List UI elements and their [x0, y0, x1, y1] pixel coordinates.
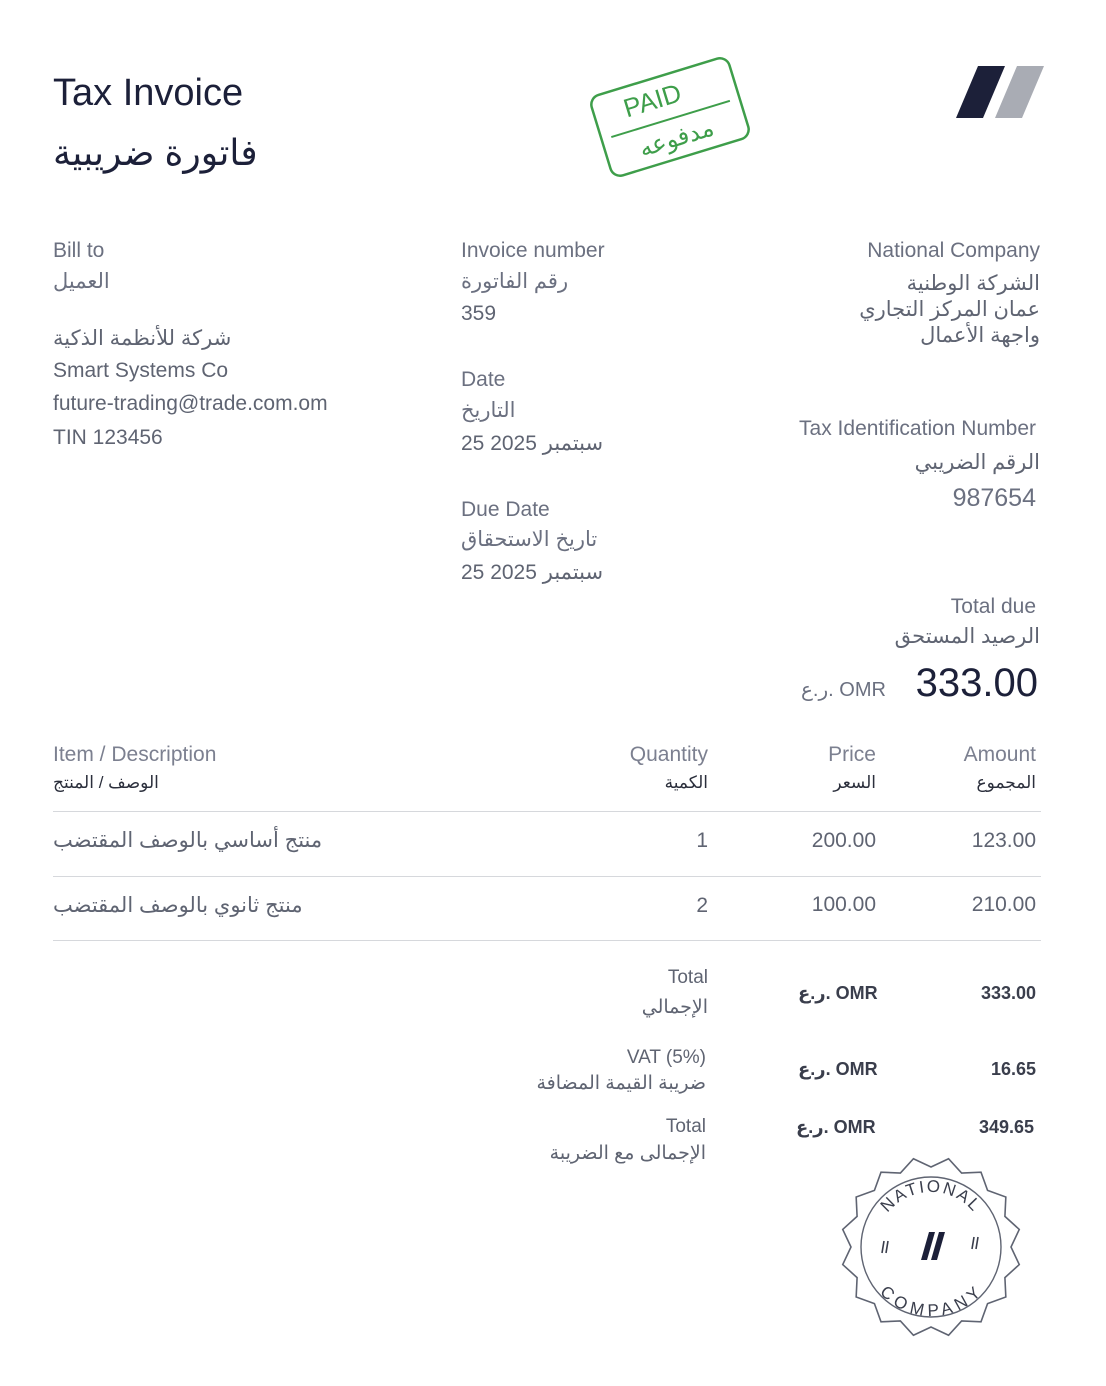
th-price-en: Price	[828, 743, 876, 766]
tin-label-en: Tax Identification Number	[799, 417, 1036, 440]
invoice-number: 359	[461, 302, 497, 325]
invoice-number-label-ar: رقم الفاتورة	[461, 270, 569, 293]
date-label-ar: التاريخ	[461, 399, 516, 422]
total-due-amount: 333.00	[915, 661, 1038, 705]
seller-name-en: National Company	[867, 239, 1040, 262]
summary-grand-total-currency: ر.ع. OMR	[796, 1117, 876, 1137]
total-due-currency: ر.ع. OMR	[801, 679, 886, 701]
invoice-date: 25 سبتمبر 2025	[461, 432, 604, 455]
paid-stamp	[588, 48, 752, 186]
th-description-ar: الوصف / المنتج	[53, 773, 159, 792]
bill-to-name-ar: شركة للأنظمة الذكية	[53, 327, 232, 350]
th-amount-en: Amount	[963, 743, 1036, 766]
summary-vat-value: 16.65	[990, 1059, 1036, 1079]
row2-price: 100.00	[811, 893, 876, 916]
title-ar: فاتورة ضريبية	[53, 132, 258, 173]
seller-address-line1: عمان المركز التجاري	[859, 298, 1040, 321]
th-quantity-ar: الكمية	[664, 773, 708, 792]
due-date-label-ar: تاريخ الاستحقاق	[461, 528, 598, 551]
bill-to-label-ar: العميل	[53, 270, 110, 293]
summary-vat-label-en: VAT (5%)	[626, 1047, 706, 1068]
row1-amount: 123.00	[971, 829, 1036, 852]
company-seal-icon	[836, 1152, 1026, 1342]
summary-grand-total-label-ar: الإجمالى مع الضريبة	[549, 1143, 706, 1164]
summary-grand-total-value: 349.65	[978, 1117, 1034, 1137]
invoice-number-label-en: Invoice number	[461, 239, 605, 262]
row1-description: منتج أساسي بالوصف المقتضب	[53, 829, 323, 852]
th-description-en: Item / Description	[53, 743, 217, 766]
seller-address-line2: واجهة الأعمال	[920, 324, 1040, 347]
summary-vat-currency: ر.ع. OMR	[798, 1059, 878, 1079]
bill-to-label-en: Bill to	[53, 239, 105, 262]
due-date: 25 سبتمبر 2025	[461, 561, 604, 584]
total-due-label-ar: الرصيد المستحق	[894, 625, 1040, 648]
row2-quantity: 2	[696, 894, 708, 917]
bill-to-email: future-trading@trade.com.om	[53, 392, 328, 415]
seal-center-slash-icon	[921, 1232, 945, 1260]
bill-to-name-en: Smart Systems Co	[53, 359, 229, 382]
table-header-divider	[53, 811, 1041, 812]
row2-description: منتج ثانوي بالوصف المقتضب	[53, 894, 303, 917]
title-en: Tax Invoice	[53, 72, 244, 114]
table-row-divider	[53, 876, 1041, 877]
summary-total-label-ar: الإجمالي	[641, 997, 708, 1018]
summary-grand-total-label-en: Total	[665, 1116, 706, 1137]
table-bottom-divider	[53, 940, 1041, 941]
due-date-label-en: Due Date	[461, 498, 550, 521]
summary-total-value: 333.00	[980, 983, 1036, 1003]
paid-stamp-en: PAID	[619, 77, 685, 124]
row2-amount: 210.00	[971, 893, 1036, 916]
seal-text-top: NATIONAL	[876, 1176, 986, 1216]
summary-total-label-en: Total	[667, 967, 708, 988]
seal-text-bottom: COMPANY	[876, 1281, 986, 1321]
row1-price: 200.00	[811, 829, 876, 852]
seller-name-ar: الشركة الوطنية	[906, 272, 1040, 295]
tin-label-ar: الرقم الضريبي	[914, 451, 1040, 474]
row1-quantity: 1	[696, 829, 708, 852]
paid-stamp-ar: مدفوعه	[635, 113, 718, 163]
seller-tin: 987654	[952, 484, 1036, 512]
summary-vat-label-ar: ضريبة القيمة المضافة	[536, 1073, 706, 1094]
th-quantity-en: Quantity	[629, 743, 708, 766]
th-price-ar: السعر	[833, 773, 876, 792]
date-label-en: Date	[461, 368, 506, 391]
bill-to-tin: TIN 123456	[53, 426, 163, 449]
double-slash-logo-icon	[954, 64, 1046, 120]
total-due-label-en: Total due	[950, 595, 1036, 618]
summary-total-currency: ر.ع. OMR	[798, 983, 878, 1003]
th-amount-ar: المجموع	[976, 773, 1036, 792]
